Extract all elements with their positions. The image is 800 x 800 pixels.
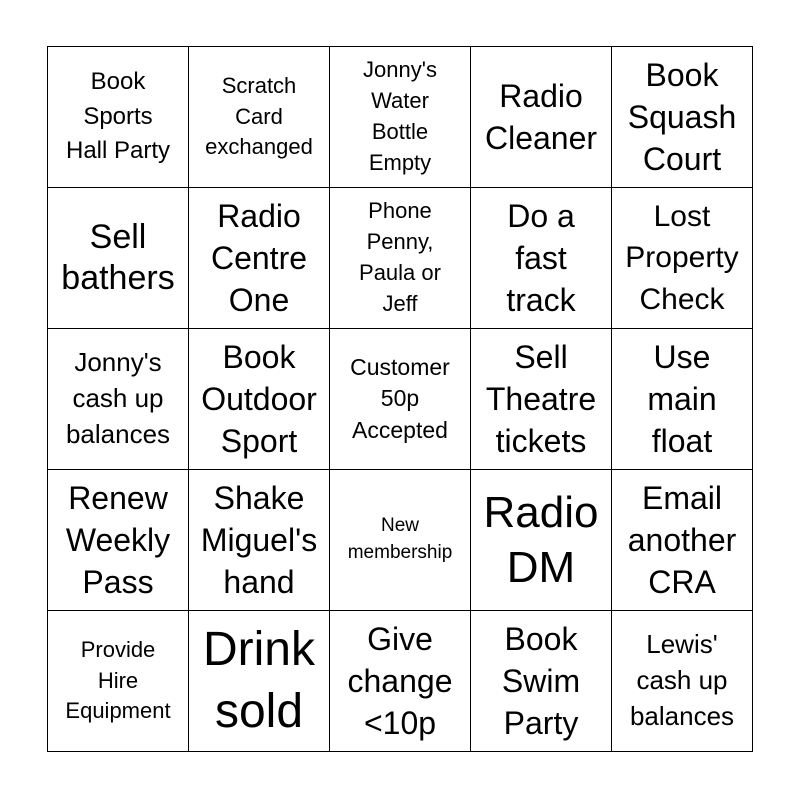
cell-label: Radio DM <box>483 488 599 592</box>
cell-label: Shake Miguel's hand <box>200 479 318 601</box>
cell-label: Jonny's Water Bottle Empty <box>363 57 437 175</box>
bingo-cell[interactable] <box>48 188 189 329</box>
bingo-cell[interactable] <box>471 188 612 329</box>
cell-label: Provide Hire Equipment <box>65 636 171 724</box>
bingo-board <box>47 46 753 752</box>
cell-label: Book Sports Hall Party <box>65 67 171 165</box>
cell-label: New membership <box>347 515 453 563</box>
cell-label: Sell bathers <box>61 217 175 297</box>
cell-label: Do a fast track <box>506 197 576 319</box>
bingo-cell[interactable] <box>189 47 330 188</box>
bingo-cell[interactable] <box>612 329 753 470</box>
cell-label: Phone Penny, Paula or Jeff <box>359 198 441 316</box>
bingo-cell[interactable] <box>330 329 471 470</box>
cell-label: Radio Centre One <box>210 197 308 319</box>
cell-label: Use main float <box>647 338 717 460</box>
cell-label: Sell Theatre tickets <box>485 338 597 460</box>
bingo-cell[interactable] <box>471 470 612 611</box>
bingo-cell[interactable] <box>330 470 471 611</box>
bingo-cell[interactable] <box>330 611 471 752</box>
cell-label: Book Squash Court <box>627 56 737 178</box>
bingo-cell[interactable] <box>471 47 612 188</box>
bingo-cell[interactable] <box>471 611 612 752</box>
cell-label: Lost Property Check <box>625 199 739 316</box>
cell-label: Jonny's cash up balances <box>65 347 171 449</box>
bingo-cell[interactable] <box>48 47 189 188</box>
bingo-cell[interactable] <box>48 611 189 752</box>
bingo-cell[interactable] <box>612 611 753 752</box>
bingo-cell[interactable] <box>330 188 471 329</box>
cell-label: Radio Cleaner <box>484 77 598 156</box>
cell-label: Give change <10p <box>347 620 453 742</box>
bingo-cell[interactable] <box>189 188 330 329</box>
cell-label: Renew Weekly Pass <box>65 479 171 601</box>
cell-label: Scratch Card exchanged <box>205 72 313 160</box>
cell-label: Lewis' cash up balances <box>629 629 735 731</box>
cell-label: Email another CRA <box>627 479 737 601</box>
cell-label: Customer 50p Accepted <box>350 354 450 443</box>
bingo-cell[interactable] <box>189 329 330 470</box>
bingo-cell[interactable] <box>612 47 753 188</box>
bingo-cell[interactable] <box>48 329 189 470</box>
cell-label: Book Outdoor Sport <box>201 338 317 460</box>
bingo-cell[interactable] <box>471 329 612 470</box>
bingo-cell[interactable] <box>189 611 330 752</box>
cell-label: Drink sold <box>202 622 315 738</box>
bingo-cell[interactable] <box>48 470 189 611</box>
bingo-cell[interactable] <box>189 470 330 611</box>
bingo-cell[interactable] <box>612 188 753 329</box>
bingo-cell[interactable] <box>330 47 471 188</box>
cell-label: Book Swim Party <box>501 620 581 742</box>
bingo-cell[interactable] <box>612 470 753 611</box>
